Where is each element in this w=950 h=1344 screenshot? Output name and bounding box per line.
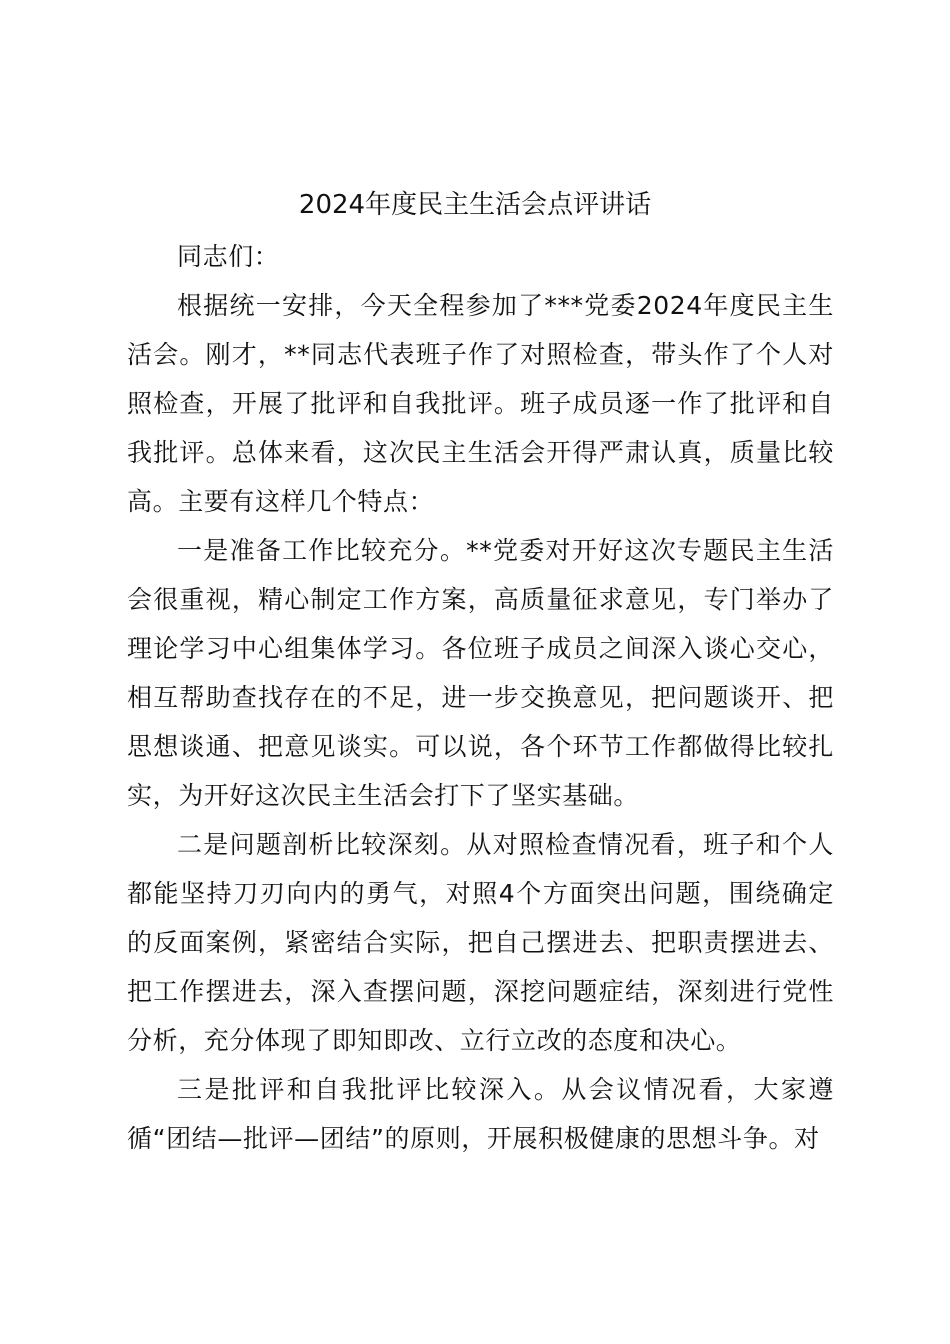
body-paragraph-preparation: 一是准备工作比较充分。**党委对开好这次专题民主生活会很重视，精心制定工作方案，高质量征求意见，专门举办了理论学习中心组集体学习。各位班子成员之间深入谈心交心，相互帮助查找存在的不足，进一步交换意见，把问题谈开、把思想谈通、把意见谈实。可以说，各个环节工作都做得比较扎实，为开好这次民主生活会打下了坚实基础。: [127, 536, 834, 810]
document-title: 2024年度民主生活会点评讲话: [298, 190, 652, 220]
body-paragraph-analysis: 二是问题剖析比较深刻。从对照检查情况看，班子和个人都能坚持刀刃向内的勇气，对照4个方面突出问题，围绕确定的反面案例，紧密结合实际，把自己摆进去、把职责摆进去、把工作摆进去，深入查摆问题，深挖问题症结，深刻进行党性分析，充分体现了即知即改、立行立改的态度和决心。: [127, 830, 834, 1055]
body-paragraph-criticism: 三是批评和自我批评比较深入。从会议情况看，大家遵循“团结—批评—团结”的原则，开展积极健康的思想斗争。对: [127, 1075, 834, 1153]
document-body: [127, 232, 834, 1163]
greeting-paragraph: 同志们：: [177, 242, 280, 271]
body-paragraph-intro: 根据统一安排，今天全程参加了***党委2024年度民主生活会。刚才，**同志代表班子作了对照检查，带头作了个人对照检查，开展了批评和自我批评。班子成员逐一作了批评和自我批评。总体来看，这次民主生活会开得严肃认真，质量比较高。主要有这样几个特点：: [127, 291, 834, 516]
